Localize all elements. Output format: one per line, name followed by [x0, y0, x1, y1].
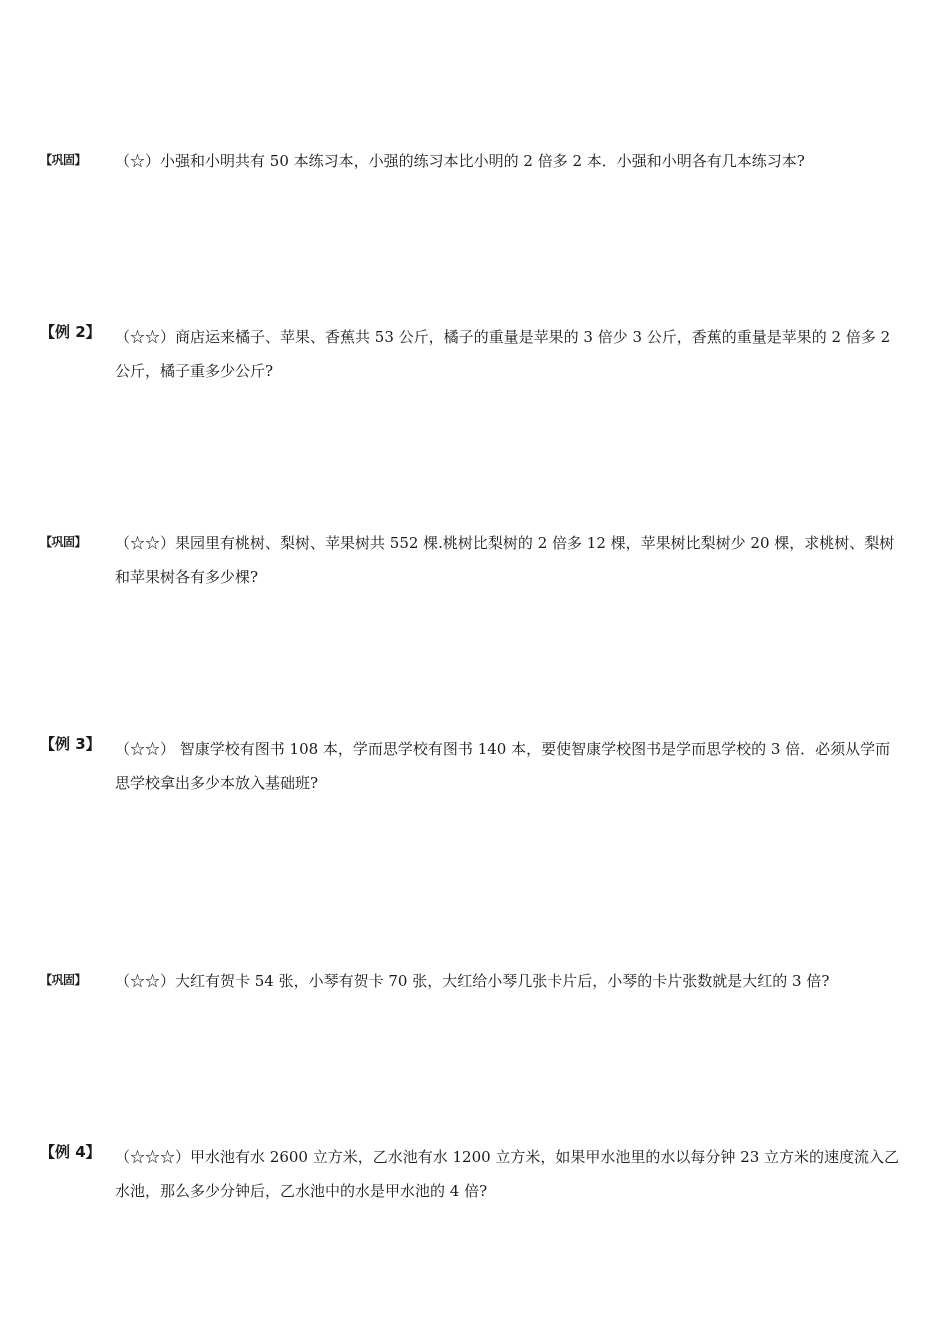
problem-text: （☆☆）果园里有桃树、梨树、苹果树共 552 棵.桃树比梨树的 2 倍多 12 棵，苹果树比梨树少 20 棵，求桃树、梨树和苹果树各有多少棵? — [115, 534, 895, 586]
problem-text: （☆☆） 智康学校有图书 108 本，学而思学校有图书 140 本，要使智康学校图书是学而思学校的 3 倍．必须从学而思学校拿出多少本放入基础班? — [115, 740, 891, 792]
problem-text: （☆☆）大红有贺卡 54 张，小琴有贺卡 70 张，大红给小琴几张卡片后，小琴的卡片张数就是大红的 3 倍? — [115, 972, 830, 990]
problem-label: 【巩固】 — [40, 973, 87, 987]
problem-label: 【巩固】 — [40, 153, 87, 167]
problem-text: （☆）小强和小明共有 50 本练习本，小强的练习本比小明的 2 倍多 2 本．小强和小明各有几本练习本? — [115, 152, 805, 170]
problem-label: 【例 3】 — [40, 735, 101, 753]
problem-text: （☆☆☆）甲水池有水 2600 立方米，乙水池有水 1200 立方米，如果甲水池里的水以每分钟 23 立方米的速度流入乙水池，那么多少分钟后，乙水池中的水是甲水池的 4 倍? — [115, 1148, 900, 1200]
problem-label: 【巩固】 — [40, 535, 87, 549]
problem-text: （☆☆）商店运来橘子、苹果、香蕉共 53 公斤，橘子的重量是苹果的 3 倍少 3 公斤，香蕉的重量是苹果的 2 倍多 2 公斤，橘子重多少公斤? — [115, 328, 891, 380]
problem-label: 【例 2】 — [40, 323, 101, 341]
problem-label: 【例 4】 — [40, 1143, 101, 1161]
